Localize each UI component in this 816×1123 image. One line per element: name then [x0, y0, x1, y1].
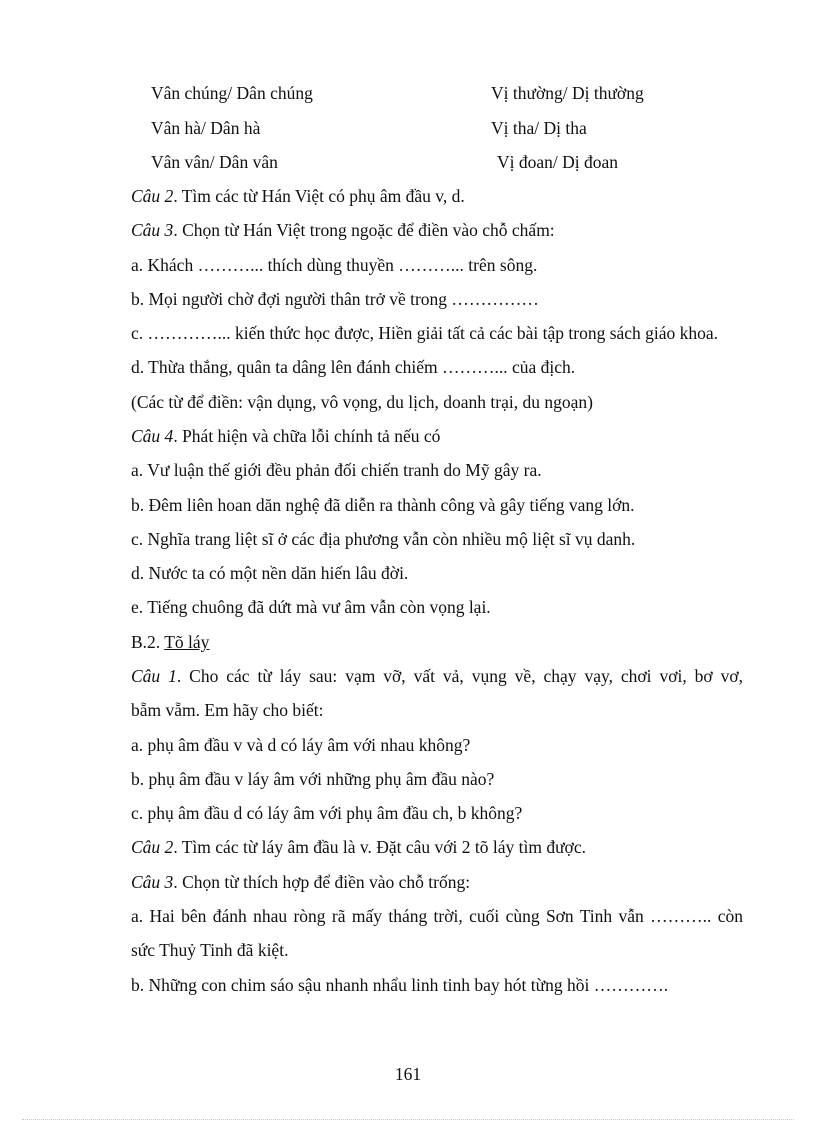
section2-question-3: [131, 871, 743, 893]
section2-question-1: [131, 665, 743, 687]
pair-left-1: Vân chúng/ Dân chúng: [151, 83, 313, 103]
question-label: Câu 3: [131, 872, 174, 892]
question-text: . Phát hiện và chữa lỗi chính tả nếu có: [173, 426, 441, 446]
q3-item-c: c. …………... kiến thức học được, Hiền giải tất cả các bài tập trong sách giáo khoa.: [131, 323, 719, 343]
s2q1-item-b: b. phụ âm đầu v láy âm với những phụ âm đầu nào?: [131, 769, 495, 789]
pair-left-3: Vân vân/ Dân vân: [151, 152, 278, 172]
q4-item-b: b. Đêm liên hoan dăn nghệ đã diễn ra thành công và gây tiếng vang lớn.: [131, 495, 635, 515]
q4-item-a: a. Vư luận thế giới đều phản đối chiến tranh do Mỹ gây ra.: [131, 460, 542, 480]
section-heading: [131, 631, 743, 653]
q4-item-e: e. Tiếng chuông đã dứt mà vư âm vẫn còn vọng lại.: [131, 597, 491, 617]
q4-item-c: c. Nghĩa trang liệt sĩ ở các địa phương vẫn còn nhiều mộ liệt sĩ vụ danh.: [131, 529, 636, 549]
q3-item-b: b. Mọi người chờ đợi người thân trở về trong ……………: [131, 289, 539, 309]
pair-left-2: Vân hà/ Dân hà: [151, 118, 261, 138]
page-number: 161: [394, 1064, 422, 1084]
question-text: . Cho các từ láy sau: vạm vỡ, vất vả, vụng về, chạy vạy, chơi vơi, bơ vơ,: [176, 666, 743, 686]
pair-right-3: Vị đoan/ Dị đoan: [497, 152, 619, 172]
s2q3-item-b: b. Những con chim sáo sậu nhanh nhẩu linh tinh bay hót từng hồi ………….: [131, 975, 669, 995]
q3-item-d: d. Thừa thắng, quân ta dâng lên đánh chiếm ………... của địch.: [131, 357, 576, 377]
s2q3-item-a: a. Hai bên đánh nhau ròng rã mấy tháng trời, cuối cùng Sơn Tinh vẫn ……….. còn: [131, 906, 743, 926]
question-2: [131, 185, 743, 207]
s2q3-item-a-continued: sức Thuỷ Tinh đã kiệt.: [131, 940, 289, 960]
section-title: Tõ láy: [164, 632, 210, 652]
s2q1-item-c: c. phụ âm đầu d có láy âm với phụ âm đầu ch, b không?: [131, 803, 523, 823]
pair-right-1: Vị thường/ Dị thường: [491, 83, 644, 103]
q3-word-list: (Các từ để điền: vận dụng, vô vọng, du lịch, doanh trại, du ngoạn): [131, 392, 593, 412]
s2q1-item-a: a. phụ âm đầu v và d có láy âm với nhau không?: [131, 735, 471, 755]
page-bottom-divider: [22, 1119, 794, 1120]
q3-item-a: a. Khách ………... thích dùng thuyền ………... trên sông.: [131, 255, 538, 275]
question-4: [131, 425, 743, 447]
question-label: Câu 3: [131, 220, 174, 240]
question-text: . Tìm các từ Hán Việt có phụ âm đầu v, d.: [173, 186, 465, 206]
q4-item-d: d. Nước ta có một nền dăn hiến lâu đời.: [131, 563, 409, 583]
section2-question-1-continued: bẵm vẵm. Em hãy cho biết:: [131, 700, 324, 720]
question-text: . Chọn từ Hán Việt trong ngoặc để điền vào chỗ chấm:: [173, 220, 555, 240]
question-text: . Tìm các từ láy âm đầu là v. Đặt câu với 2 tõ láy tìm được.: [173, 837, 586, 857]
section-prefix: B.2.: [131, 632, 165, 652]
question-3: [131, 219, 743, 241]
pair-right-2: Vị tha/ Dị tha: [491, 118, 587, 138]
section2-question-2: [131, 836, 743, 858]
question-label: Câu 2: [131, 186, 174, 206]
question-text: . Chọn từ thích hợp để điền vào chỗ trống:: [173, 872, 471, 892]
question-label: Câu 4: [131, 426, 174, 446]
question-label: Câu 1: [131, 666, 177, 686]
question-label: Câu 2: [131, 837, 174, 857]
